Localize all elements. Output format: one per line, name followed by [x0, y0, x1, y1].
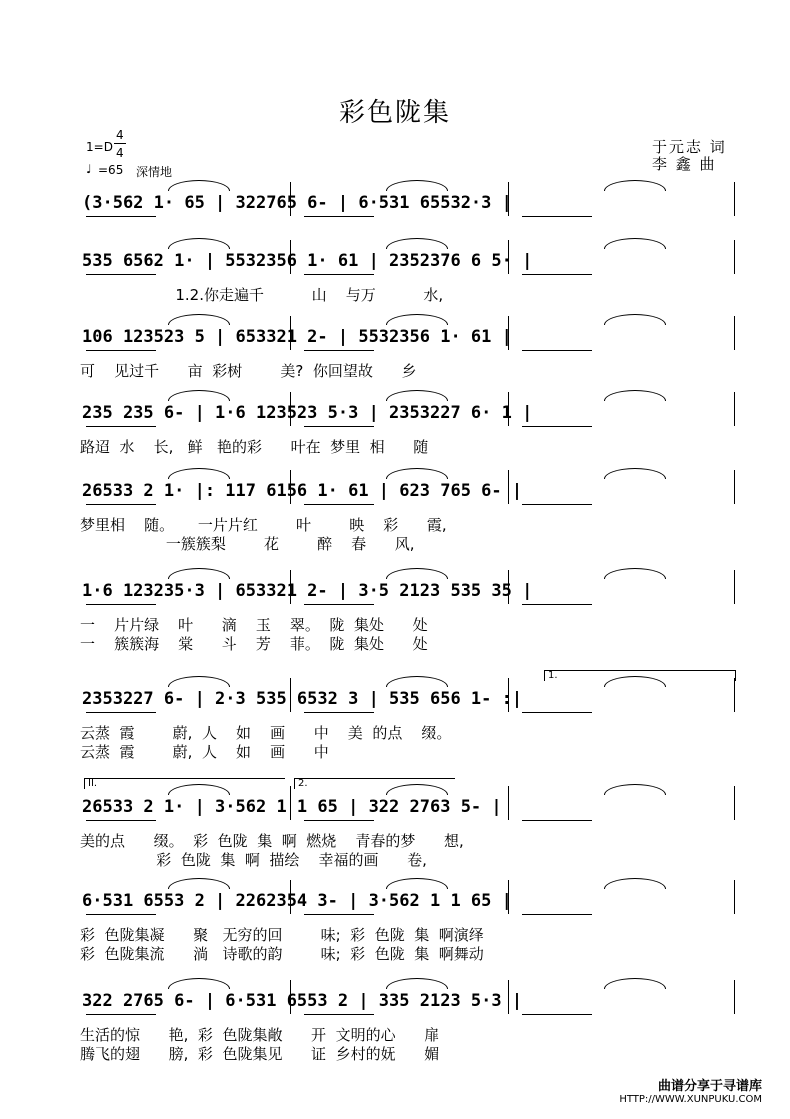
beam-underline [304, 216, 374, 217]
footer-url: HTTP://WWW.XUNPUKU.COM [619, 1094, 762, 1105]
bar-line [290, 786, 291, 820]
notation-line: 322 2765 6- | 6·531 6553 2 | 335 2123 5·3 | [82, 991, 523, 1011]
bar-line [734, 880, 735, 914]
composer: 李 鑫 曲 [652, 155, 717, 173]
beam-underline [86, 426, 156, 427]
slur-mark [386, 468, 448, 479]
volta-bracket [294, 778, 455, 789]
slur-mark [386, 314, 448, 325]
lyric-line: 彩 色陇 集 啊 描绘 幸福的画 卷, [80, 851, 427, 869]
lyric-line: 云蒸 霞 蔚, 人 如 画 中 美 的点 缀。 [80, 724, 452, 742]
beam-underline [86, 820, 156, 821]
beam-underline [86, 1014, 156, 1015]
bar-line [508, 786, 509, 820]
bar-line [290, 570, 291, 604]
bar-line [734, 182, 735, 216]
notation-line: 1·6 123235·3 | 653321 2- | 3·5 2123 535 35 | [82, 581, 533, 601]
lyric-line: 生活的惊 艳, 彩 色陇集敞 开 文明的心 扉 [80, 1026, 440, 1044]
slur-mark [168, 314, 230, 325]
slur-mark [168, 676, 230, 687]
beam-underline [304, 504, 374, 505]
slur-mark [168, 238, 230, 249]
bar-line [508, 470, 509, 504]
slur-mark [386, 978, 448, 989]
bar-line [290, 392, 291, 426]
bar-line [734, 240, 735, 274]
beam-underline [522, 504, 592, 505]
bar-line [290, 240, 291, 274]
bar-line [508, 678, 509, 712]
bar-line [290, 182, 291, 216]
beam-underline [522, 426, 592, 427]
lyric-line: 彩 色陇集凝 聚 无穷的回 味; 彩 色陇 集 啊演绎 [80, 926, 484, 944]
beam-underline [304, 1014, 374, 1015]
beam-underline [304, 712, 374, 713]
time-signature-bottom: 4 [116, 146, 124, 160]
key-signature: 1=D [86, 140, 113, 154]
bar-line [734, 570, 735, 604]
beam-underline [86, 350, 156, 351]
lyric-line: 彩 色陇集流 淌 诗歌的韵 味; 彩 色陇 集 啊舞动 [80, 945, 484, 963]
beam-underline [522, 274, 592, 275]
slur-mark [604, 784, 666, 795]
slur-mark [386, 238, 448, 249]
notation-line: 26533 2 1· |: 117 6156 1· 61 | 623 765 6- | [82, 481, 523, 501]
expression: 深情地 [136, 165, 173, 179]
time-signature-line [114, 143, 126, 144]
slur-mark [386, 180, 448, 191]
bar-line [508, 182, 509, 216]
slur-mark [168, 978, 230, 989]
beam-underline [86, 914, 156, 915]
bar-line [508, 570, 509, 604]
bar-line [734, 470, 735, 504]
beam-underline [304, 350, 374, 351]
notation-line: 2353227 6- | 2·3 535 6532 3 | 535 656 1- :| [82, 689, 523, 709]
volta-label: 1. [548, 670, 558, 681]
beam-underline [304, 426, 374, 427]
lyric-line: 一 片片绿 叶 滴 玉 翠。 陇 集处 处 [80, 616, 428, 634]
slur-mark [604, 568, 666, 579]
lyric-line: 1.2.你走遍千 山 与万 水, [80, 286, 444, 304]
quarter-note-icon: ♩ [86, 162, 92, 176]
notation-line: 6·531 6553 2 | 2262354 3- | 3·562 1 1 65 | [82, 891, 512, 911]
slur-mark [168, 180, 230, 191]
beam-underline [304, 274, 374, 275]
volta-label: 2. [298, 778, 308, 789]
time-signature-top: 4 [116, 128, 124, 142]
bar-line [290, 678, 291, 712]
beam-underline [522, 216, 592, 217]
notation-line: (3·562 1· 65 | 322765 6- | 6·531 65532·3 | [82, 193, 512, 213]
bar-line [290, 880, 291, 914]
slur-mark [386, 568, 448, 579]
beam-underline [522, 1014, 592, 1015]
notation-line: 535 6562 1· | 5532356 1· 61 | 2352376 6 5· | [82, 251, 533, 271]
lyric-line: 路迢 水 长, 鲜 艳的彩 叶在 梦里 相 随 [80, 438, 429, 456]
slur-mark [604, 238, 666, 249]
beam-underline [86, 274, 156, 275]
beam-underline [86, 712, 156, 713]
beam-underline [522, 914, 592, 915]
footer [619, 1075, 762, 1105]
beam-underline [86, 216, 156, 217]
beam-underline [304, 604, 374, 605]
bar-line [290, 316, 291, 350]
slur-mark [604, 978, 666, 989]
bar-line [508, 880, 509, 914]
lyricist: 于元志 词 [652, 138, 727, 156]
slur-mark [604, 314, 666, 325]
tempo: =65 [98, 163, 124, 177]
volta-bracket [84, 778, 285, 789]
bar-line [734, 786, 735, 820]
slur-mark [604, 180, 666, 191]
lyric-line: 可 见过千 亩 彩树 美? 你回望故 乡 [80, 362, 417, 380]
bar-line [290, 470, 291, 504]
beam-underline [304, 820, 374, 821]
slur-mark [386, 390, 448, 401]
volta-label: II. [88, 778, 98, 789]
bar-line [734, 316, 735, 350]
beam-underline [86, 604, 156, 605]
lyric-line: 腾飞的翅 膀, 彩 色陇集见 证 乡村的妩 媚 [80, 1045, 440, 1063]
lyric-line: 云蒸 霞 蔚, 人 如 画 中 [80, 743, 329, 761]
slur-mark [604, 878, 666, 889]
slur-mark [168, 878, 230, 889]
slur-mark [386, 878, 448, 889]
beam-underline [304, 914, 374, 915]
lyric-line: 一簇簇梨 花 醉 春 风, [80, 535, 415, 553]
lyric-line: 美的点 缀。 彩 色陇 集 啊 燃烧 青春的梦 想, [80, 832, 464, 850]
volta-bracket [544, 670, 736, 681]
notation-line: 235 235 6- | 1·6 123523 5·3 | 2353227 6· 1 | [82, 403, 533, 423]
notation-line: 106 123523 5 | 653321 2- | 5532356 1· 61 | [82, 327, 512, 347]
slur-mark [168, 390, 230, 401]
notation-line: 26533 2 1· | 3·562 1 1 65 | 322 2763 5- | [82, 797, 502, 817]
beam-underline [522, 820, 592, 821]
song-title: 彩色陇集 [338, 98, 451, 128]
footer-share-text: 曲谱分享于寻谱库 [657, 1079, 762, 1094]
slur-mark [168, 568, 230, 579]
bar-line [508, 316, 509, 350]
beam-underline [86, 504, 156, 505]
slur-mark [386, 676, 448, 687]
beam-underline [522, 712, 592, 713]
bar-line [734, 678, 735, 712]
bar-line [508, 980, 509, 1014]
slur-mark [604, 468, 666, 479]
beam-underline [522, 604, 592, 605]
slur-mark [604, 390, 666, 401]
bar-line [734, 392, 735, 426]
lyric-line: 一 簇簇海 棠 斗 芳 菲。 陇 集处 处 [80, 635, 428, 653]
lyric-line: 梦里相 随。 一片片红 叶 映 彩 霞, [80, 516, 447, 534]
beam-underline [522, 350, 592, 351]
bar-line [508, 240, 509, 274]
bar-line [290, 980, 291, 1014]
bar-line [508, 392, 509, 426]
bar-line [734, 980, 735, 1014]
slur-mark [168, 468, 230, 479]
